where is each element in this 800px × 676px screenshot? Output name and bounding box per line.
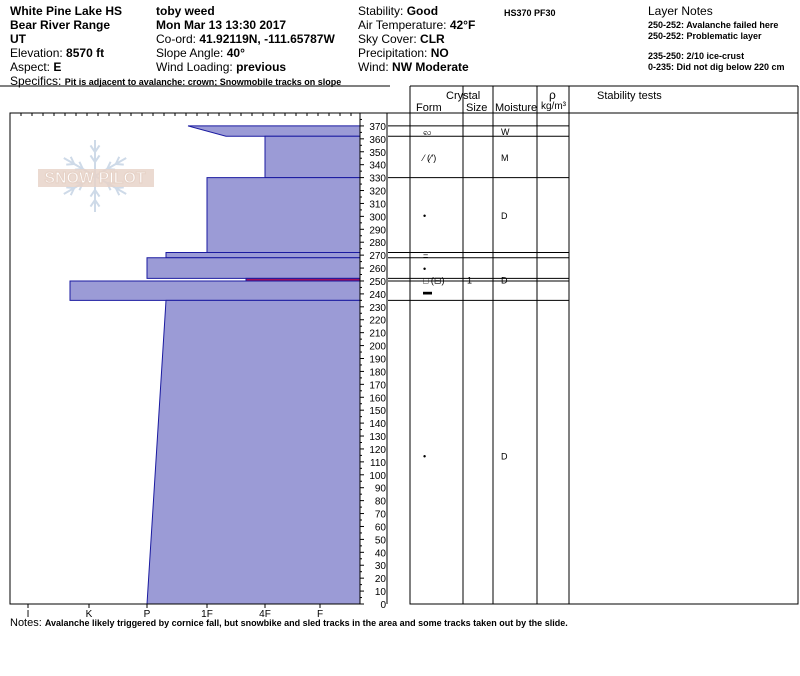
height-tick-label: 0 <box>380 600 386 611</box>
height-tick-label: 370 <box>369 121 386 133</box>
precip-label: Precipitation: <box>358 46 428 60</box>
hardness-tick-label: 1F <box>201 609 213 620</box>
slope-value: 40° <box>226 46 245 60</box>
hardness-bar <box>207 178 360 253</box>
layer-note-2: 250-252: Problematic layer <box>648 31 762 41</box>
layer-note-1: 250-252: Avalanche failed here <box>648 20 779 30</box>
layer-note-3: 235-250: 2/10 ice-crust <box>648 51 745 61</box>
hardness-tick-label: I <box>26 609 30 620</box>
sky-label: Sky Cover: <box>358 32 417 46</box>
col-crystal: Crystal <box>446 90 481 102</box>
hardness-bar <box>147 258 360 279</box>
slope-label: Slope Angle: <box>156 46 224 60</box>
height-tick-label: 340 <box>369 160 386 172</box>
height-tick-label: 90 <box>374 483 386 495</box>
height-tick-label: 170 <box>369 380 386 392</box>
flake-branch <box>66 164 74 165</box>
flake-branch <box>116 164 124 165</box>
height-tick-label: 180 <box>369 367 386 379</box>
height-tick-label: 70 <box>374 509 386 521</box>
layer-form: • <box>423 211 427 222</box>
height-tick-label: 350 <box>369 147 386 159</box>
precip-value: NO <box>430 46 449 60</box>
coord-value: 41.92119N, -111.65787W <box>199 32 335 46</box>
state-name: UT <box>10 32 26 46</box>
layer-size: 1 <box>467 275 473 286</box>
location-name: White Pine Lake HS <box>10 4 123 18</box>
height-tick-label: 290 <box>369 225 386 237</box>
height-tick-label: 10 <box>374 587 386 599</box>
hardness-bar <box>147 300 360 604</box>
height-tick-label: 140 <box>369 419 386 431</box>
height-tick-label: 60 <box>374 522 386 534</box>
stability-value: Good <box>406 4 439 18</box>
height-tick-label: 280 <box>369 238 386 250</box>
layer-form: • <box>423 451 427 462</box>
height-tick-label: 80 <box>374 496 386 508</box>
specifics-label: Specifics: <box>10 74 62 88</box>
hardness-bar <box>166 253 360 258</box>
wind-value: NW Moderate <box>392 60 469 74</box>
col-form: Form <box>416 102 442 114</box>
height-tick-label: 50 <box>374 535 386 547</box>
height-tick-label: 270 <box>369 251 386 263</box>
height-tick-label: 20 <box>374 574 386 586</box>
hardness-tick-label: K <box>85 609 93 620</box>
sky-value: CLR <box>420 32 445 46</box>
notes-row <box>10 617 568 629</box>
hardness-tick-label: P <box>143 609 151 620</box>
flake-branch <box>66 187 74 188</box>
layer-form: ꩮ <box>423 127 432 138</box>
layer-moisture: M <box>501 152 509 163</box>
height-tick-label: 320 <box>369 186 386 198</box>
air-temp-value: 42°F <box>449 18 476 32</box>
height-tick-label: 310 <box>369 199 386 211</box>
observer-name: toby weed <box>156 4 215 18</box>
elevation-label: Elevation: <box>10 46 63 60</box>
logo-text: SNOW PILOT <box>44 170 146 187</box>
wind-loading-value: previous <box>236 60 287 74</box>
layer-note-4: 0-235: Did not dig below 220 cm <box>648 62 785 72</box>
height-tick-label: 190 <box>369 354 386 366</box>
layer-form: ▬ <box>423 286 432 297</box>
height-tick-label: 360 <box>369 134 386 146</box>
layer-notes-title: Layer Notes <box>648 4 713 18</box>
height-tick-label: 220 <box>369 315 386 327</box>
layer-form: □ (⊟) <box>423 275 445 286</box>
layer-form: • <box>423 264 427 275</box>
flake-branch <box>116 187 124 188</box>
height-tick-label: 120 <box>369 444 386 456</box>
specifics-value: Pit is adjacent to avalanche: crown; Snowmobile tracks on slope <box>64 77 342 87</box>
hardness-tick-label: F <box>316 609 324 620</box>
height-tick-label: 200 <box>369 341 386 353</box>
height-tick-label: 100 <box>369 470 386 482</box>
height-tick-label: 30 <box>374 561 386 573</box>
wind-label: Wind: <box>358 60 389 74</box>
snowpilot-logo <box>38 140 154 212</box>
layer-form: ⁄ (⁄') <box>423 152 437 163</box>
hs-pf-value: HS370 PF30 <box>504 8 556 18</box>
height-tick-label: 250 <box>369 276 386 288</box>
layer-table-frame <box>410 113 798 604</box>
layer-moisture: D <box>501 275 508 286</box>
notes-text: Avalanche likely triggered by cornice fall, but snowbike and sled tracks in the area and some tracks taken out by the slide. <box>44 618 568 628</box>
air-temp-label: Air Temperature: <box>358 18 447 32</box>
hardness-bar <box>265 136 360 177</box>
height-tick-label: 130 <box>369 432 386 444</box>
layer-moisture: W <box>501 127 510 138</box>
height-tick-label: 160 <box>369 393 386 405</box>
height-tick-label: 240 <box>369 289 386 301</box>
elevation-value: 8570 ft <box>66 46 105 60</box>
col-stability-tests: Stability tests <box>597 90 662 102</box>
aspect-value: E <box>53 60 62 74</box>
notes-label: Notes: <box>10 617 42 629</box>
hardness-tick-label: 4F <box>259 609 271 620</box>
wind-loading-label: Wind Loading: <box>156 60 233 74</box>
aspect-label: Aspect: <box>10 60 51 74</box>
stability-label: Stability: <box>358 4 404 18</box>
height-tick-label: 300 <box>369 212 386 224</box>
observation-datetime: Mon Mar 13 13:30 2017 <box>156 18 287 32</box>
height-tick-label: 110 <box>370 457 386 469</box>
height-tick-label: 210 <box>369 328 386 340</box>
height-tick-label: 230 <box>369 302 386 314</box>
layer-moisture: D <box>501 451 508 462</box>
range-name: Bear River Range <box>10 18 111 32</box>
height-tick-label: 330 <box>369 173 386 185</box>
layer-moisture: D <box>501 211 508 222</box>
height-tick-label: 40 <box>374 548 386 560</box>
coord-label: Co-ord: <box>156 32 197 46</box>
col-rho: ρ <box>549 88 556 102</box>
col-size: Size <box>466 102 488 114</box>
col-density-unit: kg/m³ <box>541 101 566 112</box>
layer-form: = <box>423 251 429 262</box>
hardness-bar <box>70 281 360 300</box>
col-moisture: Moisture <box>495 102 538 114</box>
height-tick-label: 150 <box>369 406 386 418</box>
hardness-bar <box>188 126 360 136</box>
height-tick-label: 260 <box>369 264 386 276</box>
